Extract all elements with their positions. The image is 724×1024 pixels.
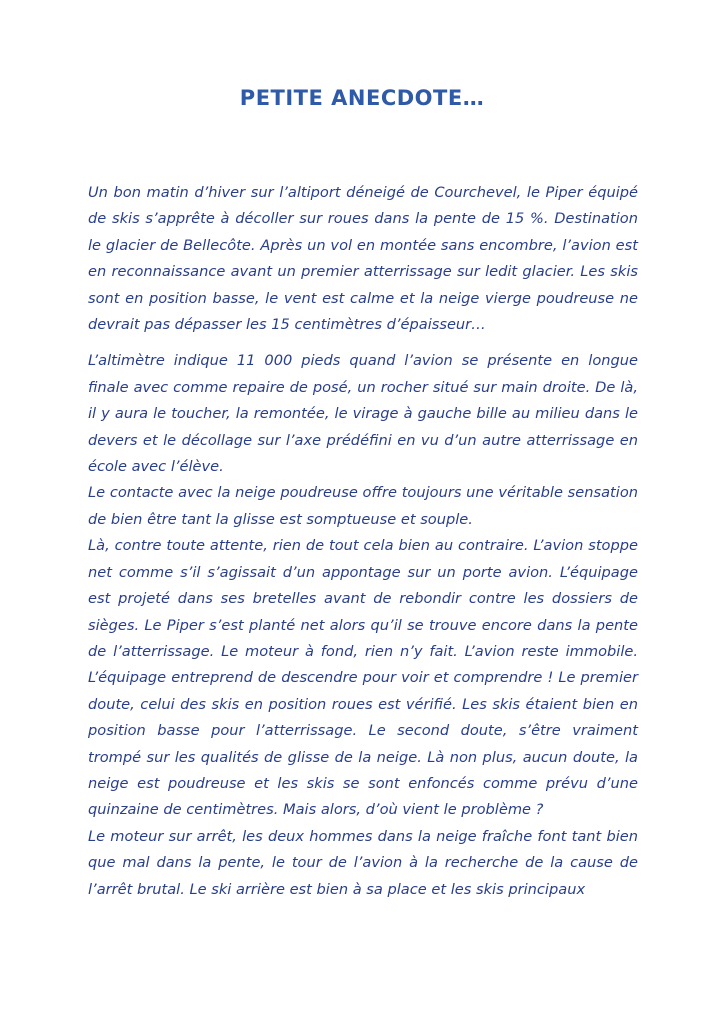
body-text	[88, 180, 638, 903]
paragraph: Un bon matin d’hiver sur l’altiport déneigé de Courchevel, le Piper équipé de skis s’apprête à décoller sur roues dans la pente de 15 %. Destination le glacier de Bellecôte. Après un vol en montée sans encombre, l’avion est en reconnaissance avant un premier atterrissage sur ledit glacier. Les skis sont en position basse, le vent est calme et la neige vierge poudreuse ne devrait pas dépasser les 15 centimètres d’épaisseur…	[88, 184, 638, 334]
page-title: PETITE ANECDOTE…	[239, 86, 485, 110]
paragraph: Le contacte avec la neige poudreuse offre toujours une véritable sensation de bien être tant la glisse est somptueuse et souple.	[88, 484, 638, 528]
paragraph: Là, contre toute attente, rien de tout cela bien au contraire. L’avion stoppe net comme s’il s’agissait d’un appontage sur un porte avion. L’équipage est projeté dans ses bretelles avant de rebondir contre les dossiers de sièges. Le Piper s’est planté net alors qu’il se trouve encore dans la pente de l’atterrissage. Le moteur à fond, rien n’y fait. L’avion reste immobile. L’équipage entreprend de descendre pour voir et comprendre ! Le premier doute, celui des skis en position roues est vérifié. Les skis étaient bien en position basse pour l’atterrissage. Le second doute, s’être vraiment trompé sur les qualités de glisse de la neige. Là non plus, aucun doute, la neige est poudreuse et les skis se sont enfoncés comme prévu d’une quinzaine de centimètres. Mais alors, d’où vient le problème ?	[88, 537, 638, 819]
paragraph: L’altimètre indique 11 000 pieds quand l’avion se présente en longue finale avec comme repaire de posé, un rocher situé sur main droite. De là, il y aura le toucher, la remontée, le virage à gauche bille au milieu dans le devers et le décollage sur l’axe prédéfini en vu d’un autre atterrissage en école avec l’élève.	[88, 352, 638, 476]
paragraph: Le moteur sur arrêt, les deux hommes dans la neige fraîche font tant bien que mal dans la pente, le tour de l’avion à la recherche de la cause de l’arrêt brutal. Le ski arrière est bien à sa place et les skis principaux	[88, 827, 638, 898]
